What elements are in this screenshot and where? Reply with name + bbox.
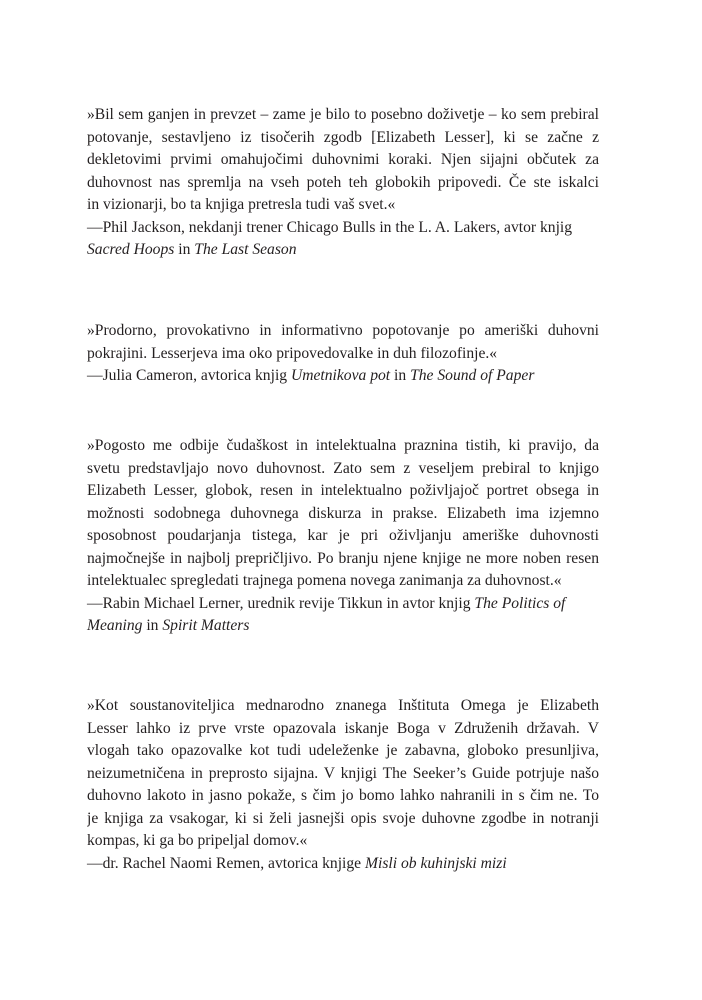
attribution-line (87, 615, 599, 638)
attribution-text: —Rabin Michael Lerner, urednik revije Tikkun in avtor knjig (87, 594, 475, 612)
quote-line: in vizionarji, bo ta knjiga pretresla tudi vaš svet.« (87, 196, 396, 213)
quote-line: je knjiga za vsakogar, ki si želi jasnejši opis svoje duhovne zgodbe in notranji (87, 809, 599, 827)
attribution-line (87, 593, 599, 616)
attribution-text: in (142, 617, 163, 634)
endorsement-remen (87, 695, 599, 875)
endorsement-cameron (87, 320, 599, 388)
quote-line: sposobnost poudarjanja tistega, kar je pri oživljanju ameriške duhovnosti (87, 527, 599, 544)
quote-line: Lesser lahko iz prve vrste opazovala iskanje Boga v Združenih državah. V (87, 719, 599, 737)
book-title: The Last Season (194, 241, 297, 258)
attribution-text: —dr. Rachel Naomi Remen, avtorica knjige (87, 854, 366, 872)
quote-line: Elizabeth Lesser, globok, resen in intelektualno poživljajoč portret obsega in (87, 482, 599, 499)
endorsement-lerner (87, 435, 599, 638)
quote-line: »Pogosto me odbije čudaškost in intelektualna praznina tistih, ki pravijo, da (87, 437, 599, 454)
book-title: Spirit Matters (162, 617, 250, 634)
quote-line: duhovnost nas spremlja na vseh poteh teh globokih pripovedi. Če ste iskalci (87, 173, 599, 191)
quote-line: vlogah tako opazovalke kot tudi udeleženke je zabavna, globoko presunljiva, (87, 742, 599, 759)
attribution-line (87, 853, 599, 876)
book-title: Meaning (87, 617, 143, 634)
attribution-line (87, 365, 599, 388)
quote-line: »Bil sem ganjen in prevzet – zame je bilo to posebno doživetje – ko sem prebiral (87, 106, 599, 123)
endorsement-jackson (87, 104, 599, 262)
quote-line: kompas, ki ga bo pripeljal domov.« (87, 832, 308, 849)
quote-line: možnosti sodobnega duhovnega diskurza in prakse. Elizabeth ima izjemno (87, 504, 599, 522)
quote-line: pokrajini. Lesserjeva ima oko pripovedovalke in duh filozofinje.« (87, 344, 498, 362)
attribution-line (87, 217, 599, 240)
quote-line: »Kot soustanoviteljica mednarodno znanega Inštituta Omega je Elizabeth (87, 697, 599, 714)
quote-line: intelektualec spregledati trajnega pomena novega zanimanja za duhovnost.« (87, 572, 562, 589)
attribution-text: —Julia Cameron, avtorica knjig (87, 367, 291, 384)
quote-line: najmočnejše in najbolj prepričljivo. Po branju njene knjige ne more noben resen (87, 549, 599, 567)
attribution-text: in (174, 241, 195, 258)
book-title: The Politics of (474, 594, 566, 612)
quote-line: dekletovimi prvimi omahujočimi duhovnimi koraki. Njen sijajni občutek za (87, 151, 599, 168)
book-title: Misli ob kuhinjski mizi (365, 854, 507, 872)
attribution-text: in (390, 367, 411, 384)
quote-line: neizumetničena in preprosto sijajna. V knjigi The Seeker’s Guide potrjuje našo (87, 764, 599, 782)
quote-line: duhovno lakoto in jasno pokaže, s čim jo bomo lahko nahranili in s čim ne. To (87, 787, 599, 804)
book-title: Umetnikova pot (290, 367, 391, 384)
quote-line: »Prodorno, provokativno in informativno popotovanje po ameriški duhovni (87, 322, 599, 339)
book-title: Sacred Hoops (87, 241, 175, 258)
attribution-line (87, 239, 599, 262)
attribution-text: —Phil Jackson, nekdanji trener Chicago Bulls in the L. A. Lakers, avtor knjig (87, 218, 573, 236)
quote-line: svetu predstavljajo novo duhovnost. Zato sem z veseljem prebiral to knjigo (87, 459, 599, 477)
book-title: The Sound of Paper (410, 367, 535, 384)
quote-line: potovanje, sestavljeno iz tisočerih zgodb [Elizabeth Lesser], ki se začne z (87, 128, 599, 146)
